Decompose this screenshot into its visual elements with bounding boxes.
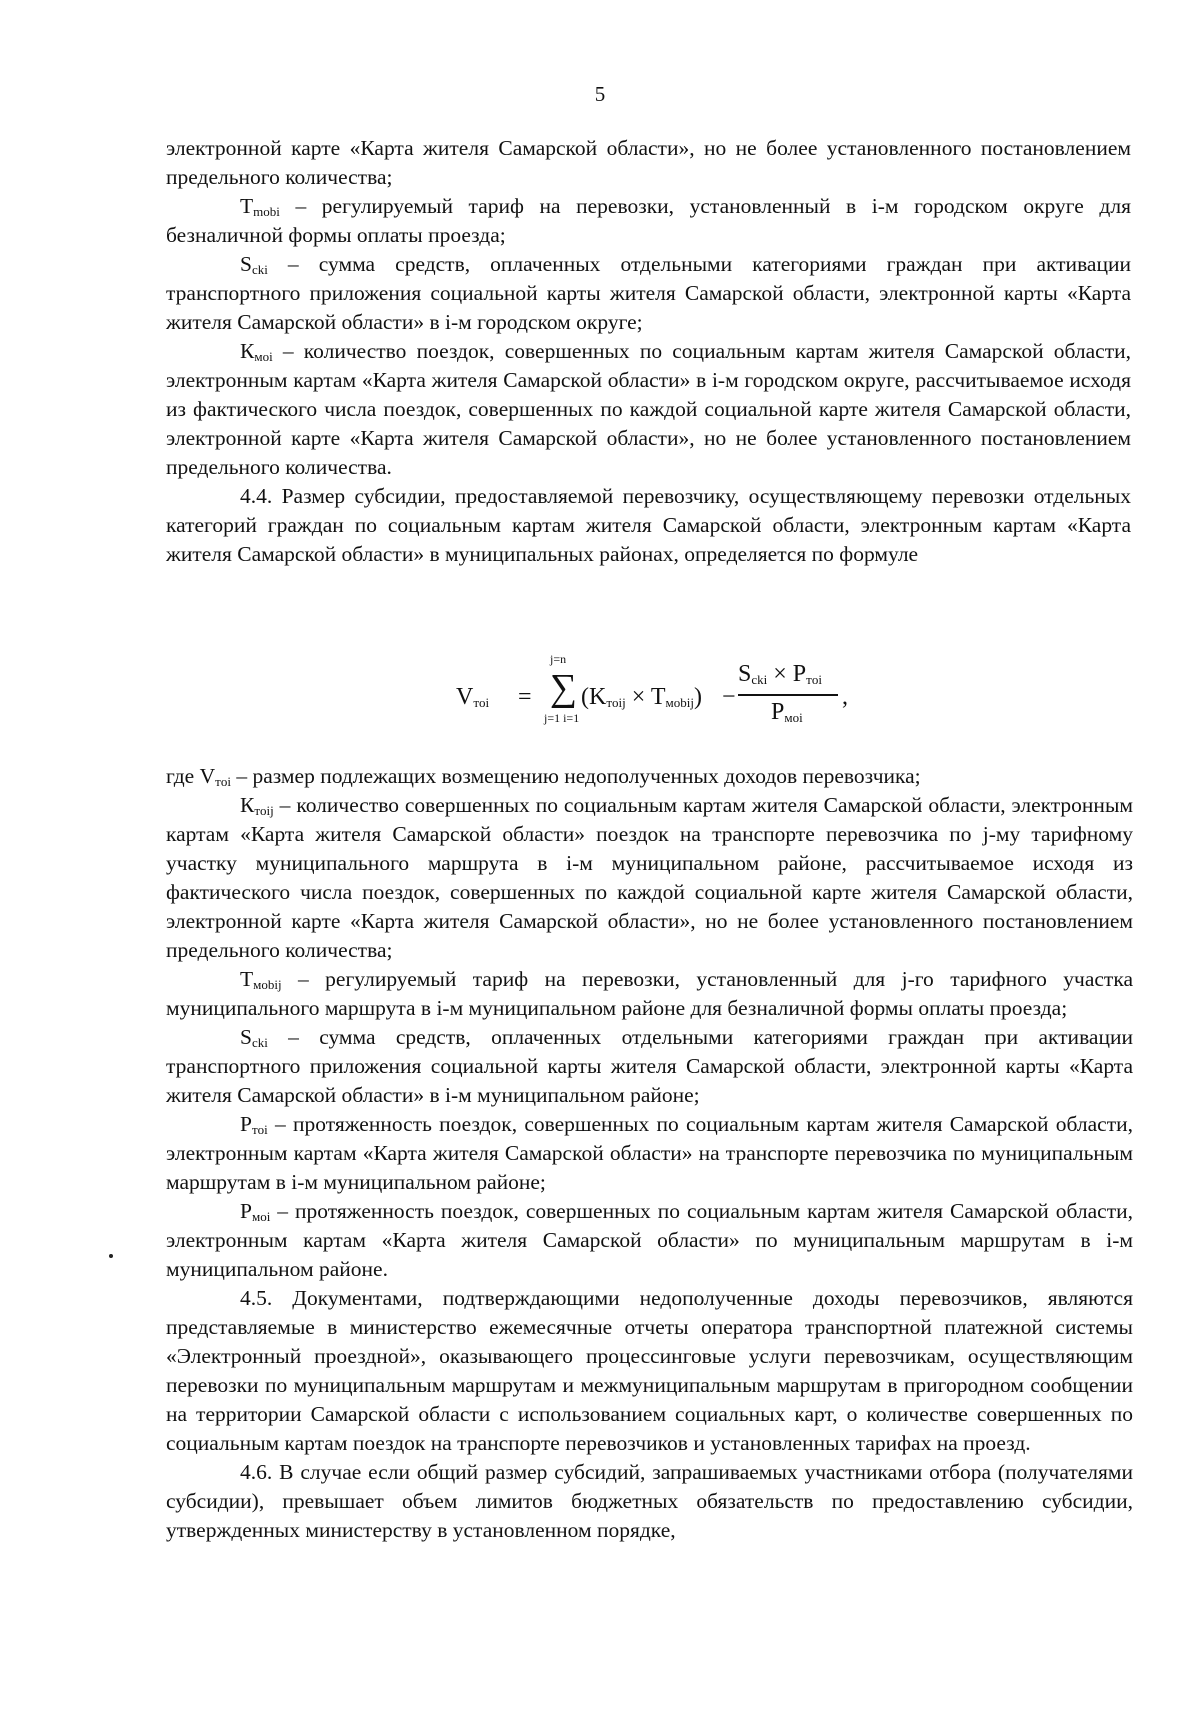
symbol: S <box>240 1025 252 1049</box>
formula-v: V <box>456 684 474 710</box>
definition-text: – размер подлежащих возмещению недополученных доходов перевозчика; <box>230 764 921 788</box>
formula-lhs <box>456 683 489 712</box>
paragraph-scki <box>166 250 1131 337</box>
formula-t-subscript: мobij <box>665 695 694 710</box>
paragraph-ptoi <box>166 1110 1133 1197</box>
paragraph-kmoi <box>166 337 1131 482</box>
symbol-subscript: тoij <box>254 803 274 818</box>
subsidy-formula <box>456 652 856 742</box>
definition-text: – протяженность поездок, совершенных по социальным картам жителя Самарской области, электронным картам «Карта жителя Самарской области» по муниципальным маршрутам в i-м муниципальном районе. <box>166 1199 1133 1281</box>
where-symbol: где V <box>166 764 216 788</box>
symbol-subscript: мoi <box>251 1209 271 1224</box>
symbol-subscript: мoi <box>254 349 273 364</box>
symbol: Р <box>240 1112 252 1136</box>
formula-product <box>581 683 702 712</box>
paragraph-pmoi <box>166 1197 1133 1284</box>
formula-times: × <box>631 684 646 710</box>
symbol: Р <box>240 1199 252 1223</box>
paragraph-continuation: электронной карте «Карта жителя Самарской области», но не более установленного постановлением предельного количества; <box>166 136 1131 189</box>
paragraph-4-6: 4.6. В случае если общий размер субсидий, запрашиваемых участниками отбора (получателями субсидии), превышает объем лимитов бюджетных обязательств по предоставлению субсидии, утвержденных министерству в установленном порядке, <box>166 1460 1133 1542</box>
formula-t: T <box>650 684 666 710</box>
formula-sum-upper: j=n <box>550 652 567 666</box>
symbol-subscript: cki <box>251 262 268 277</box>
formula-p-bottom-subscript: мoi <box>784 710 803 725</box>
formula-comma: , <box>842 684 848 710</box>
formula-paren-close: ) <box>694 684 702 710</box>
formula-v-subscript: тoi <box>473 695 490 710</box>
symbol: Т <box>240 967 254 991</box>
paragraph-scki-2 <box>166 1023 1133 1110</box>
formula-num-times: × <box>773 661 787 687</box>
paragraph-ktoij <box>166 791 1133 965</box>
definition-text: – сумма средств, оплаченных отдельными категориями граждан при активации транспортного приложения социальной карты жителя Самарской области, электронной карты «Карта жителя Самарской области» в i-м городском округе; <box>166 252 1131 334</box>
paragraph-vtoi <box>166 762 1133 791</box>
symbol: Т <box>240 194 254 218</box>
page-number: 5 <box>594 82 606 106</box>
formula-minus: − <box>722 684 736 710</box>
scan-dot-mark <box>109 1254 113 1258</box>
formula-k: K <box>589 684 607 710</box>
formula-sum-sign: ∑ <box>550 667 578 709</box>
paragraph-tmobi <box>166 192 1131 250</box>
formula-k-subscript: тoij <box>606 695 626 710</box>
symbol: S <box>240 252 252 276</box>
definition-text: – количество совершенных по социальным картам жителя Самарской области, электронным картам «Карта жителя Самарской области» поездок на транспорте перевозчика по j-му тарифному участку муниципального маршрута в i-м муниципальном районе, рассчитываемое исходя из фактического числа поездок, совершенных по каждой социальной карте жителя Самарской области, электронной карте «Карта жителя Самарской области», но не более установленного постановлением предельного количества; <box>166 793 1133 962</box>
text-block-top <box>166 134 1131 569</box>
formula-sum-lower: j=1 i=1 <box>544 711 580 725</box>
definition-text: – регулируемый тариф на перевозки, установленный в i-м городском округе для безналичной формы оплаты проезда; <box>166 194 1131 247</box>
formula-fraction-bar <box>738 694 838 696</box>
definition-text: – регулируемый тариф на перевозки, установленный для j-го тарифного участка муниципального маршрута в i-м муниципальном районе для безналичной формы оплаты проезда; <box>166 967 1133 1020</box>
formula-equals: = <box>518 684 532 710</box>
symbol-subscript: тoi <box>215 774 231 789</box>
symbol: К <box>240 793 255 817</box>
formula-paren-open: ( <box>581 684 589 710</box>
formula-s-subscript: cki <box>751 672 768 687</box>
definition-text: – количество поездок, совершенных по социальным картам жителя Самарской области, электронным картам «Карта жителя Самарской области» в i-м городском округе, рассчитываемое исходя из фактического числа поездок, совершенных по каждой социальной карте жителя Самарской области, электронной карте «Карта жителя Самарской области», но не более установленного постановлением предельного количества. <box>166 339 1131 479</box>
paragraph-tmobij <box>166 965 1133 1023</box>
text-block-bottom <box>166 762 1133 1545</box>
symbol: К <box>240 339 255 363</box>
paragraph-4-4: 4.4. Размер субсидии, предоставляемой перевозчику, осуществляющему перевозки отдельных категорий граждан по социальным картам жителя Самарской области, электронным картам «Карта жителя Самарской области» в муниципальных районах, определяется по формуле <box>166 484 1131 566</box>
formula-p-top-subscript: тoi <box>806 672 822 687</box>
symbol-subscript: мobij <box>253 977 282 992</box>
symbol-subscript: cki <box>251 1035 268 1050</box>
formula-p-top: P <box>792 661 807 687</box>
paragraph-4-5: 4.5. Документами, подтверждающими недополученные доходы перевозчиков, являются представляемые в министерство ежемесячные отчеты оператора транспортной платежной системы «Электронный проездной», оказывающего процессинговые услуги перевозчикам, осуществляющим перевозки по муниципальным маршрутам и межмуниципальным маршрутам в пригородном сообщении на территории Самарской области с использованием социальных карт, о количестве совершенных по социальным картам поездок на транспорте перевозчиков и установленных тарифах на проезд. <box>166 1286 1133 1455</box>
symbol-subscript: mobi <box>253 204 280 219</box>
definition-text: – протяженность поездок, совершенных по социальным картам жителя Самарской области, электронным картам «Карта жителя Самарской области» на транспорте перевозчика по муниципальным маршрутам в i-м муниципальном районе; <box>166 1112 1133 1194</box>
symbol-subscript: тoi <box>251 1122 268 1137</box>
formula-denominator <box>771 698 803 727</box>
definition-text: – сумма средств, оплаченных отдельными категориями граждан при активации транспортного приложения социальной карты жителя Самарской области, электронной карты «Карта жителя Самарской области» в i-м муниципальном районе; <box>166 1025 1133 1107</box>
formula-numerator <box>738 660 822 689</box>
formula-p-bottom: P <box>771 699 785 725</box>
formula-s: S <box>738 661 752 687</box>
